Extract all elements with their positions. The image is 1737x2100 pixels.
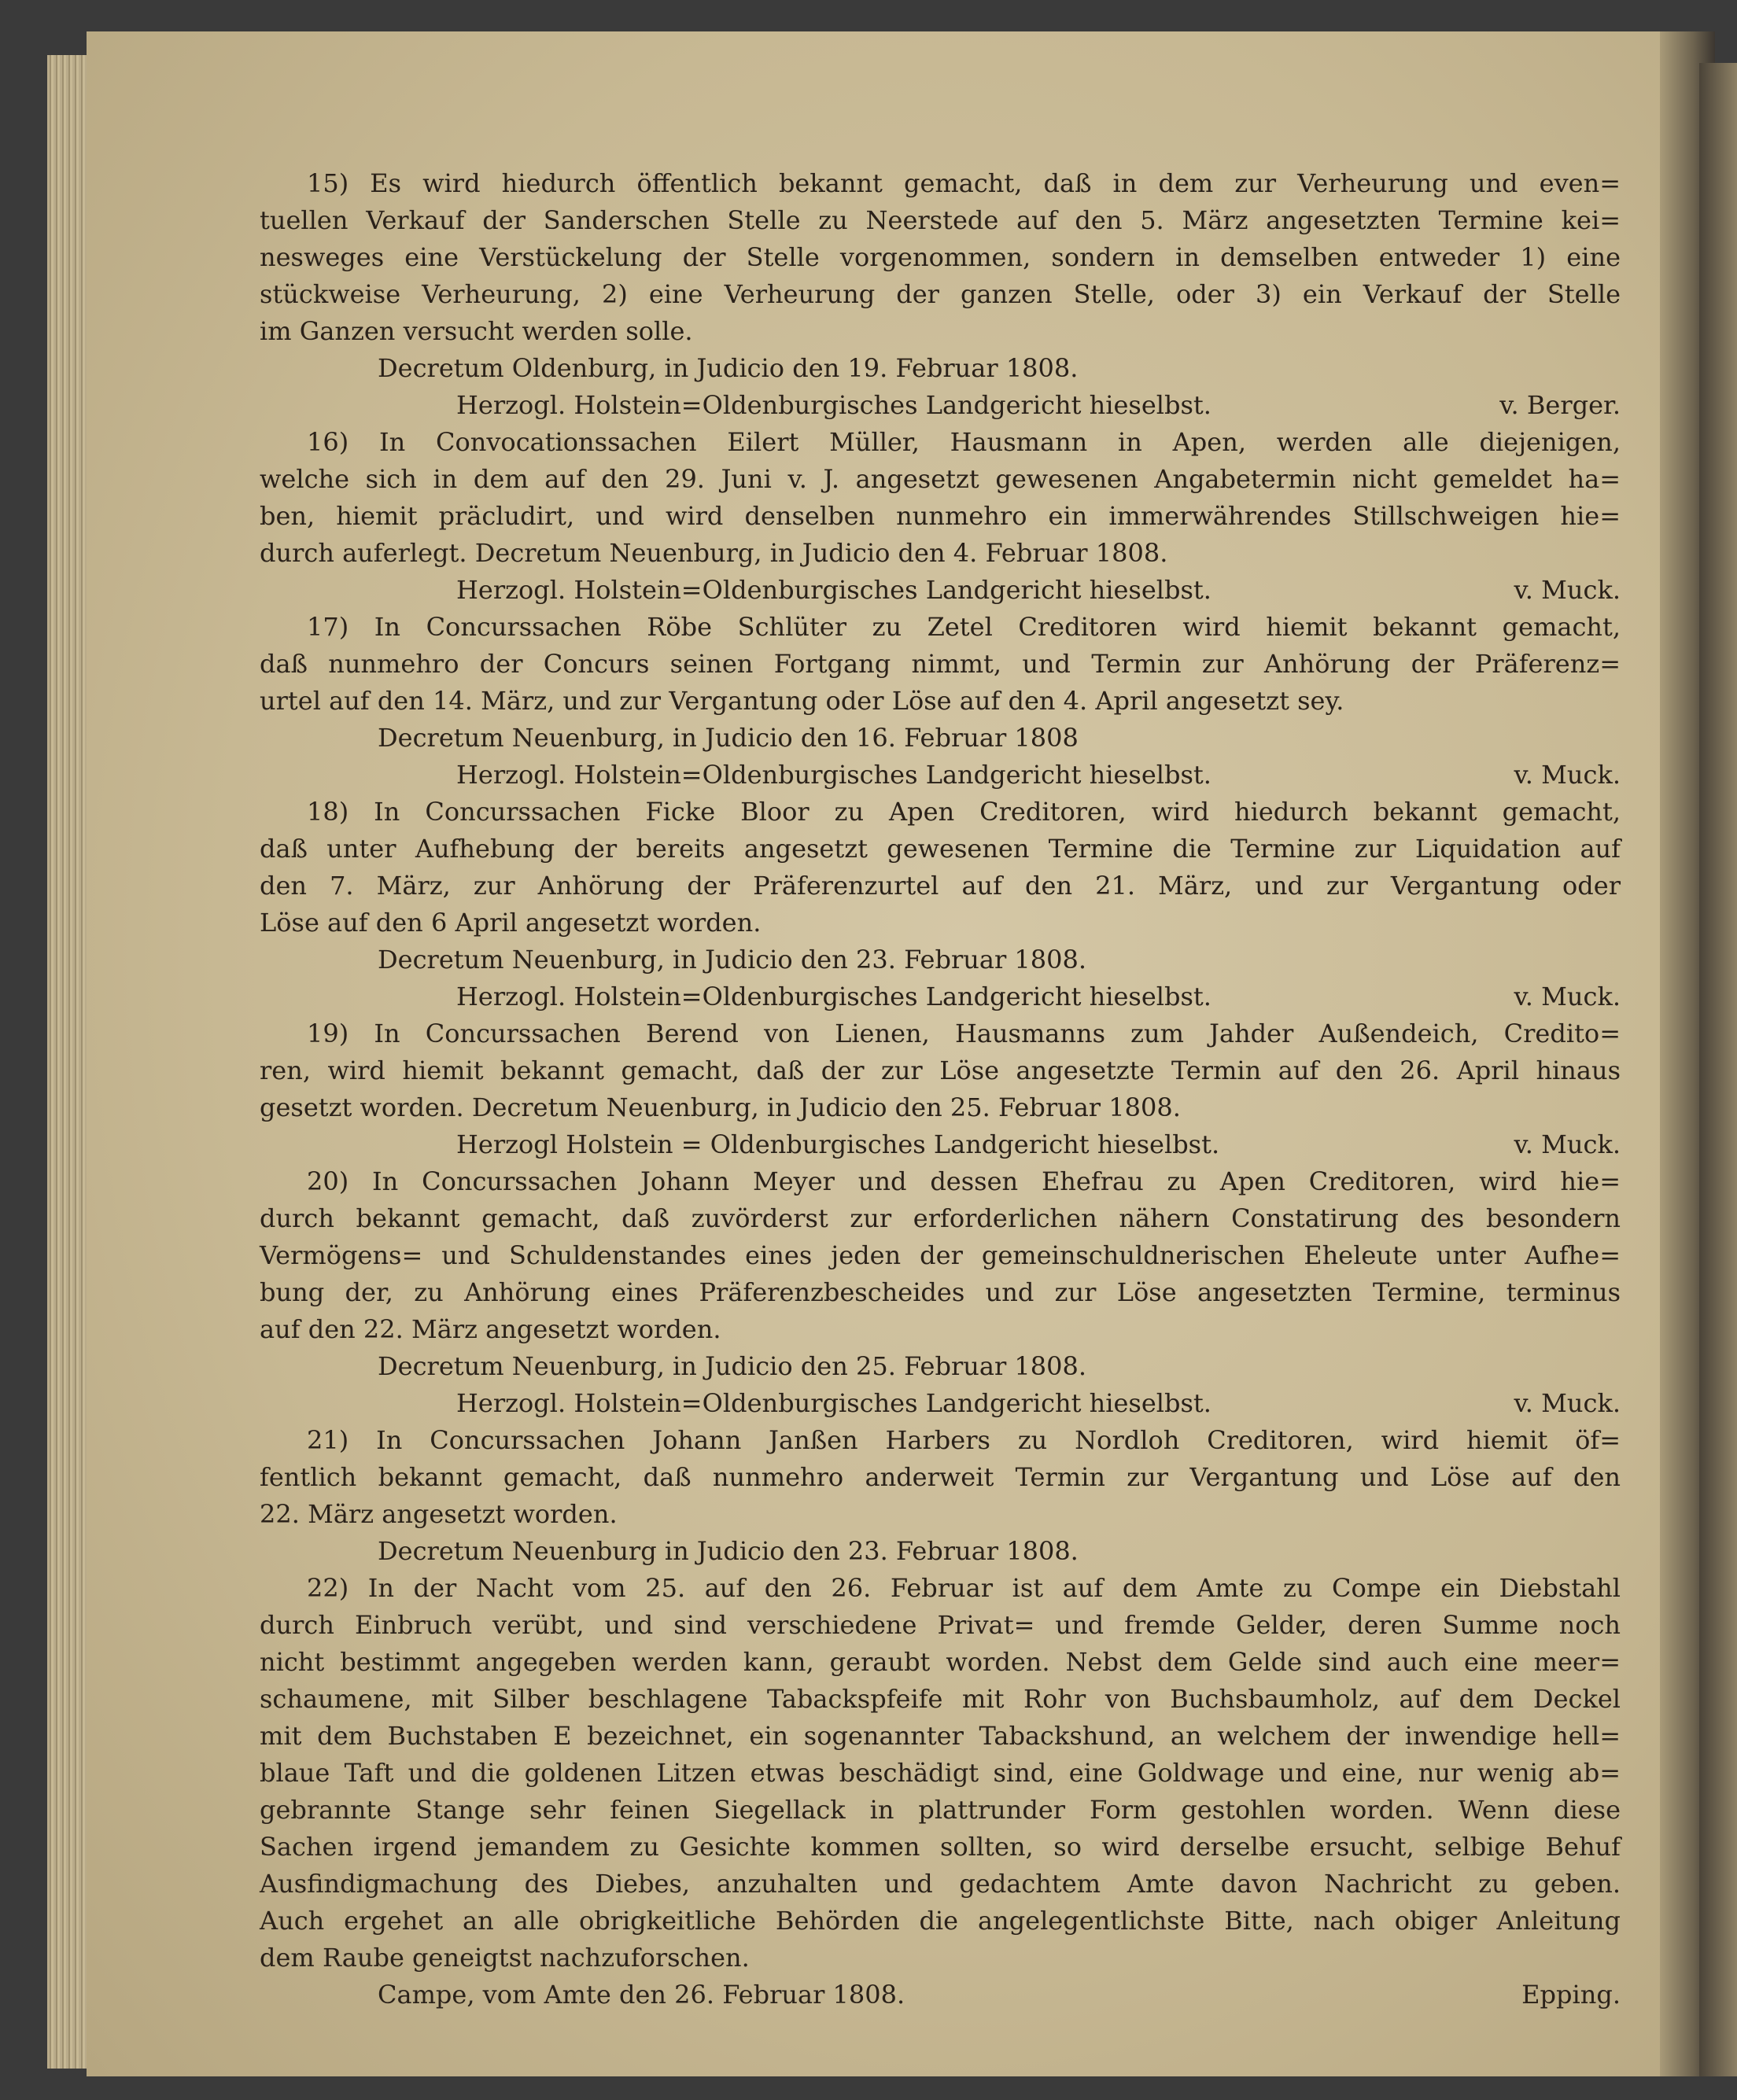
text-line: Vermögens= und Schuldenstandes eines jeden der gemeinschuldnerischen Eheleute unter Aufhe= xyxy=(260,1240,1621,1270)
text-line: daß nunmehro der Concurs seinen Fortgang nimmt, und Termin zur Anhörung der Präferenz= xyxy=(260,649,1621,679)
text-line: tuellen Verkauf der Sanderschen Stelle zu Neerstede auf den 5. März angesetzten Termine kei= xyxy=(260,205,1621,235)
court-name: Herzogl Holstein = Oldenburgisches Landgericht hieselbst. xyxy=(456,1129,1220,1159)
court-line xyxy=(260,387,1621,424)
decree-line: Decretum Oldenburg, in Judicio den 19. Februar 1808. xyxy=(378,353,1079,383)
text-line: 16) In Convocationssachen Eilert Müller, Hausmann in Apen, werden alle diejenigen, xyxy=(307,427,1621,457)
court-name: Herzogl. Holstein=Oldenburgisches Landgericht hieselbst. xyxy=(456,390,1211,420)
court-name: Herzogl. Holstein=Oldenburgisches Landgericht hieselbst. xyxy=(456,1388,1211,1418)
text-line: nicht bestimmt angegeben werden kann, geraubt worden. Nebst dem Gelde sind auch eine meer= xyxy=(260,1647,1621,1677)
text-line: Auch ergehet an alle obrigkeitliche Behörden die angelegentlichste Bitte, nach obiger Anleitung xyxy=(260,1906,1621,1936)
closing-signer: Epping. xyxy=(1521,1980,1621,2010)
text-line: ren, wird hiemit bekannt gemacht, daß der zur Löse angesetzte Termin auf den 26. April hinaus xyxy=(260,1056,1621,1085)
signer: v. Muck. xyxy=(1514,1129,1621,1159)
text-line: blaue Taft und die goldenen Litzen etwas beschädigt sind, eine Goldwage und eine, nur wenig ab= xyxy=(260,1758,1621,1788)
court-line xyxy=(260,757,1621,794)
court-name: Herzogl. Holstein=Oldenburgisches Landgericht hieselbst. xyxy=(456,982,1211,1011)
text-line: 20) In Concurssachen Johann Meyer und dessen Ehefrau zu Apen Creditoren, wird hie= xyxy=(307,1166,1621,1196)
text-line: daß unter Aufhebung der bereits angesetzt gewesenen Termine die Termine zur Liquidation auf xyxy=(260,834,1621,864)
text-line: 22) In der Nacht vom 25. auf den 26. Februar ist auf dem Amte zu Compe ein Diebstahl xyxy=(307,1573,1621,1603)
text-line: gebrannte Stange sehr feinen Siegellack in plattrunder Form gestohlen worden. Wenn diese xyxy=(260,1795,1621,1825)
text-line: 17) In Concurssachen Röbe Schlüter zu Zetel Creditoren wird hiemit bekannt gemacht, xyxy=(307,612,1621,642)
text-line: bung der, zu Anhörung eines Präferenzbescheides und zur Löse angesetzten Termine, terminus xyxy=(260,1277,1621,1307)
notice-21 xyxy=(260,1422,1621,1570)
decree-line: Decretum Neuenburg, in Judicio den 25. Februar 1808. xyxy=(378,1351,1087,1381)
notice-16 xyxy=(260,424,1621,609)
text-line: durch bekannt gemacht, daß zuvörderst zur erforderlichen nähern Constatirung des besondern xyxy=(260,1203,1621,1233)
text-line: durch Einbruch verübt, und sind verschiedene Privat= und fremde Gelder, deren Summe noch xyxy=(260,1610,1621,1640)
decree-line: Decretum Neuenburg, in Judicio den 16. Februar 1808 xyxy=(378,723,1079,753)
text-line: den 7. März, zur Anhörung der Präferenzurtel auf den 21. März, und zur Vergantung oder xyxy=(260,871,1621,901)
signer: v. Muck. xyxy=(1514,760,1621,790)
notice-19 xyxy=(260,1015,1621,1163)
court-name: Herzogl. Holstein=Oldenburgisches Landgericht hieselbst. xyxy=(456,575,1211,605)
decree-line: Decretum Neuenburg, in Judicio den 23. Februar 1808. xyxy=(378,945,1087,974)
decree-line: Decretum Neuenburg in Judicio den 23. Februar 1808. xyxy=(378,1536,1079,1566)
text-line: 15) Es wird hiedurch öffentlich bekannt gemacht, daß in dem zur Verheurung und even= xyxy=(307,168,1621,198)
signer: v. Muck. xyxy=(1514,1388,1621,1418)
text-line: schaumene, mit Silber beschlagene Tabackspfeife mit Rohr von Buchsbaumholz, auf dem Deckel xyxy=(260,1684,1621,1714)
text-line: urtel auf den 14. März, und zur Vergantung oder Löse auf den 4. April angesetzt sey. xyxy=(260,686,1344,716)
facing-page-edge xyxy=(1699,63,1737,2076)
text-line: 18) In Concurssachen Ficke Bloor zu Apen Creditoren, wird hiedurch bekannt gemacht, xyxy=(307,797,1621,827)
closing-place: Campe, vom Amte den 26. Februar 1808. xyxy=(378,1980,905,2010)
text-line: ben, hiemit präcludirt, und wird denselben nunmehro ein immerwährendes Stillschweigen hie= xyxy=(260,501,1621,531)
court-line xyxy=(260,1126,1621,1163)
text-line: nesweges eine Verstückelung der Stelle vorgenommen, sondern in demselben entweder 1) eine xyxy=(260,242,1621,272)
text-line: 21) In Concurssachen Johann Janßen Harbers zu Nordloh Creditoren, wird hiemit öf= xyxy=(307,1425,1621,1455)
text-line: Löse auf den 6 April angesetzt worden. xyxy=(260,908,762,938)
signer: v. Berger. xyxy=(1499,390,1621,420)
notice-15 xyxy=(260,165,1621,424)
court-name: Herzogl. Holstein=Oldenburgisches Landgericht hieselbst. xyxy=(456,760,1211,790)
text-line: durch auferlegt. Decretum Neuenburg, in Judicio den 4. Februar 1808. xyxy=(260,538,1168,568)
text-line: Ausfindigmachung des Diebes, anzuhalten und gedachtem Amte davon Nachricht zu geben. xyxy=(260,1869,1621,1899)
notice-20 xyxy=(260,1163,1621,1422)
court-line xyxy=(260,572,1621,609)
text-line: auf den 22. März angesetzt worden. xyxy=(260,1314,721,1344)
court-line xyxy=(260,1385,1621,1422)
text-line: dem Raube geneigtst nachzuforschen. xyxy=(260,1943,750,1973)
text-line: im Ganzen versucht werden solle. xyxy=(260,316,693,346)
text-line: 22. März angesetzt worden. xyxy=(260,1499,618,1529)
signer: v. Muck. xyxy=(1514,575,1621,605)
text-line: gesetzt worden. Decretum Neuenburg, in Judicio den 25. Februar 1808. xyxy=(260,1092,1181,1122)
text-line: stückweise Verheurung, 2) eine Verheurung der ganzen Stelle, oder 3) ein Verkauf der Stelle xyxy=(260,279,1621,309)
court-line xyxy=(260,978,1621,1015)
text-line: fentlich bekannt gemacht, daß nunmehro anderweit Termin zur Vergantung und Löse auf den xyxy=(260,1462,1621,1492)
notice-17 xyxy=(260,609,1621,794)
text-line: 19) In Concurssachen Berend von Lienen, Hausmanns zum Jahder Außendeich, Credito= xyxy=(307,1019,1621,1048)
text-line: welche sich in dem auf den 29. Juni v. J. angesetzt gewesenen Angabetermin nicht gemeldet ha= xyxy=(260,464,1621,494)
notice-22 xyxy=(260,1570,1621,2013)
signer: v. Muck. xyxy=(1514,982,1621,1011)
notice-18 xyxy=(260,794,1621,1015)
text-line: Sachen irgend jemandem zu Gesichte kommen sollten, so wird derselbe ersucht, selbige Behuf xyxy=(260,1832,1621,1862)
page-text xyxy=(260,165,1621,2069)
text-line: mit dem Buchstaben E bezeichnet, ein sogenannter Tabackshund, an welchem der inwendige hell= xyxy=(260,1721,1621,1751)
closing-line xyxy=(260,1977,1621,2013)
